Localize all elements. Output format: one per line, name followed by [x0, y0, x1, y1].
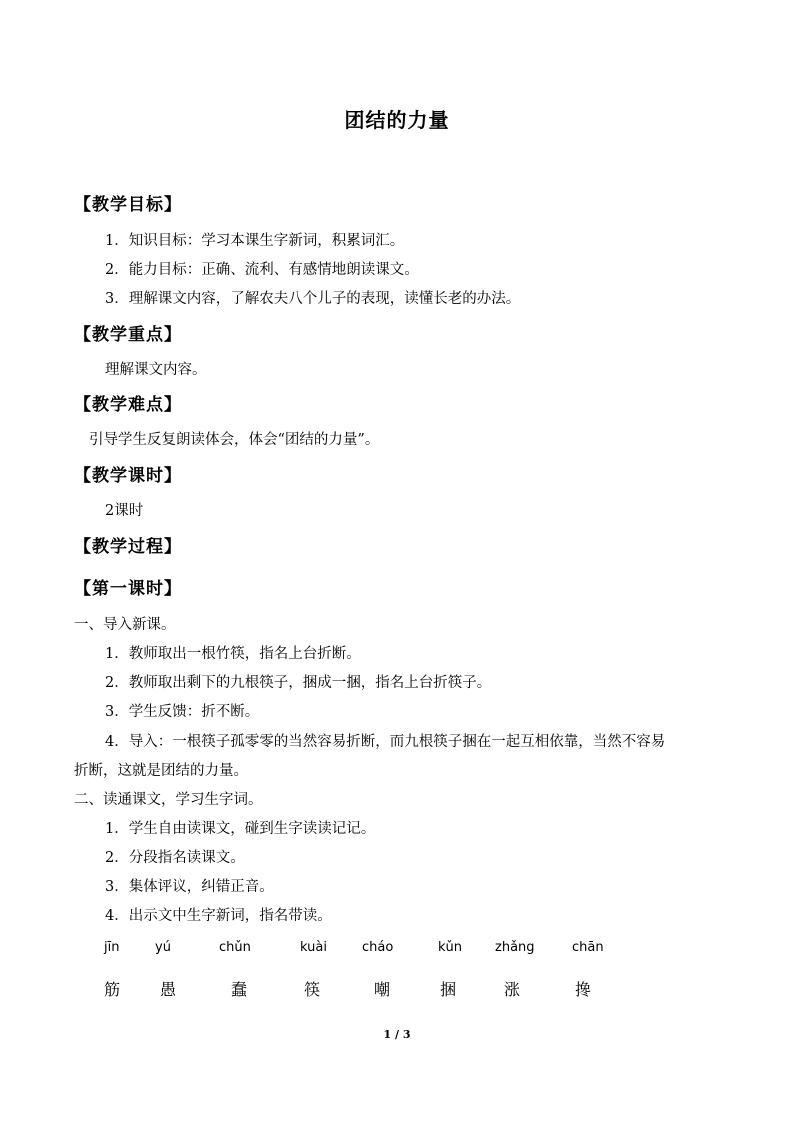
goal-item-3: 3．理解课文内容，了解农夫八个儿子的表现，读懂长老的办法。 [105, 291, 521, 307]
pinyin-item: cháo [362, 940, 394, 955]
section-1-item-4-line-2: 折断，这就是团结的力量。 [74, 763, 248, 779]
difficulties-text: 引导学生反复朗读体会，体会“团结的力量”。 [89, 432, 380, 448]
hanzi-item: 搀 [575, 980, 592, 999]
section-1-item-1: 1．教师取出一根竹筷，指名上台折断。 [105, 646, 361, 662]
hanzi-item: 涨 [504, 980, 521, 999]
section-1-title: 一、导入新课。 [74, 617, 176, 633]
section-2-item-3: 3．集体评议，纠错正音。 [105, 879, 274, 895]
section-1-item-2: 2．教师取出剩下的九根筷子，捆成一捆，指名上台折筷子。 [105, 675, 492, 691]
page-number: 1 / 3 [383, 1028, 411, 1041]
section-1-item-3: 3．学生反馈：折不断。 [105, 704, 260, 720]
pinyin-item: chǔn [219, 940, 251, 955]
section-2-item-1: 1．学生自由读课文，碰到生字读读记记。 [105, 821, 376, 837]
hanzi-item: 筷 [304, 980, 321, 999]
heading-difficulties: 【教学难点】 [74, 395, 182, 415]
goal-item-1: 1．知识目标：学习本课生字新词，积累词汇。 [105, 233, 405, 249]
pinyin-item: jīn [104, 940, 120, 955]
pinyin-item: yú [155, 940, 171, 955]
pinyin-item: kǔn [438, 940, 463, 955]
heading-teaching-goals: 【教学目标】 [74, 195, 182, 215]
hanzi-item: 蠢 [231, 980, 248, 999]
pinyin-item: chān [572, 940, 604, 955]
hanzi-item: 愚 [160, 980, 177, 999]
key-points-text: 理解课文内容。 [105, 362, 207, 378]
heading-class-hours: 【教学课时】 [74, 466, 182, 486]
hanzi-item: 嘲 [374, 980, 391, 999]
heading-key-points: 【教学重点】 [74, 325, 182, 345]
section-1-item-4-line-1: 4．导入：一根筷子孤零零的当然容易折断，而九根筷子捆在一起互相依靠，当然不容易 [105, 734, 666, 750]
heading-teaching-process: 【教学过程】 [74, 537, 182, 557]
hanzi-item: 捆 [440, 980, 457, 999]
section-2-item-2: 2．分段指名读课文。 [105, 850, 245, 866]
pinyin-item: zhǎng [495, 940, 535, 955]
page-title: 团结的力量 [344, 108, 450, 132]
class-hours-text: 2课时 [105, 503, 144, 519]
pinyin-item: kuài [300, 940, 327, 955]
section-2-item-4: 4．出示文中生字新词，指名带读。 [105, 908, 332, 924]
heading-first-lesson: 【第一课时】 [74, 579, 182, 599]
section-2-title: 二、读通课文，学习生字词。 [74, 792, 263, 808]
hanzi-item: 筋 [104, 980, 121, 999]
goal-item-2: 2．能力目标：正确、流利、有感情地朗读课文。 [105, 262, 419, 278]
